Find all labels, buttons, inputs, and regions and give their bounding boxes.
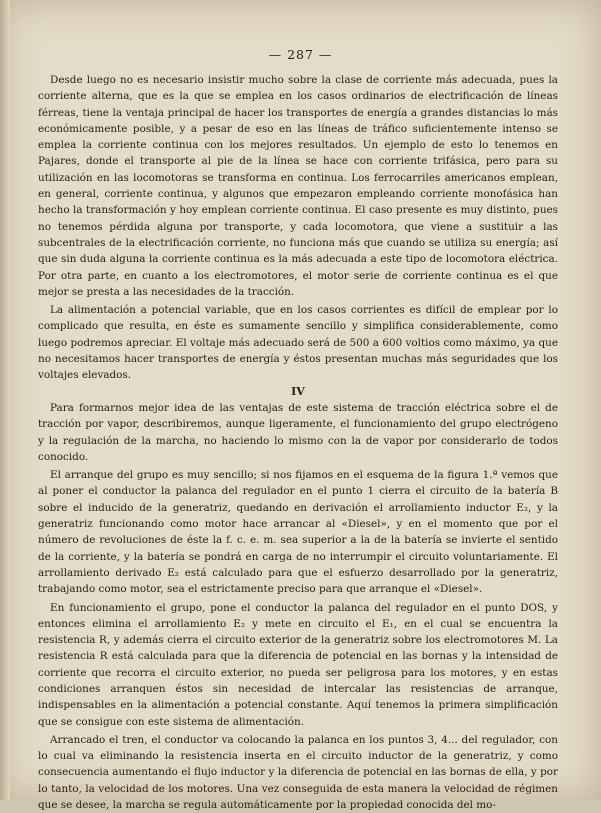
- paragraph: La alimentación a potencial variable, que en los casos corrientes es difícil de emplear por lo complicado que resulta, en éste es sumamente sencillo y simplifica considerablemente, como luego podremos apreciar. El voltaje más adecuado será de 500 a 600 voltios como máximo, ya que no necesitamos hacer transportes de energía y éstos presentan muchas más seguridades que los voltajes elevados.: [38, 304, 558, 382]
- body-text: [38, 72, 558, 813]
- section-heading: IV: [291, 384, 305, 398]
- page-number: — 287 —: [268, 47, 333, 62]
- paragraph: Para formarnos mejor idea de las ventajas de este sistema de tracción eléctrica sobre el de tracción por vapor, describiremos, aunque ligeramente, el funcionamiento del grupo electrógeno y la regulación de la marcha, no haciendo lo mismo con la de vapor por considerarlo de todos conocido.: [38, 401, 558, 463]
- paragraph: Desde luego no es necesario insistir mucho sobre la clase de corriente más adecuada, pues la corriente alterna, que es la que se emplea en los casos ordinarios de electrificación de líneas férreas, tiene la ventaja principal de hacer los transportes de energía a grandes distancias lo más económicamente posible, y a pesar de eso en las líneas de tráfico suficientemente intenso se emplea la corriente continua con los mejores resultados. Un ejemplo de esto lo tenemos en Pajares, donde el transporte al pie de la línea se hace con corriente trifásica, pero para su utilización en las locomotoras se transforma en continua. Los ferrocarriles americanos emplean, en general, corriente continua, y algunos que empezaron empleando corriente monofásica han hecho la transformación y hoy emplean corriente continua. El caso presente es muy distinto, pues no tenemos pérdida alguna por transporte, y cada locomotora, que viene a sustituir a las subcentrales de la electrificación corriente, no funciona más que cuando se utiliza su energía; así que sin duda alguna la corriente continua es la más adecuada a este tipo de locomotora eléctrica. Por otra parte, en cuanto a los electromotores, el motor serie de corriente continua es el que mejor se presta a las necesidades de la tracción.: [38, 74, 558, 298]
- paragraph: En funcionamiento el grupo, pone el conductor la palanca del regulador en el punto DOS, y entonces elimina el arrollamiento E₂ y mete en circuito el E₁, en el cual se encuentra la resistencia R, y además cierra el circuito exterior de la generatriz sobre los electromotores M. La resistencia R está calculada para que la diferencia de potencial en las bornas y la intensidad de corriente que recorra el circuito exterior, no pueda ser peligrosa para los motores, y en estas condiciones arranquen éstos sin necesidad de intercalar las resistencias de arranque, indispensables en la alimentación a potencial constante. Aquí tenemos la primera simplificación que se consigue con este sistema de alimentación.: [38, 601, 558, 728]
- page-edge-shadow: [0, 0, 10, 800]
- paragraph: El arranque del grupo es muy sencillo; si nos fijamos en el esquema de la figura 1.ª vemos que al poner el conductor la palanca del regulador en el punto 1 cierra el circuito de la batería B sobre el inducido de la generatriz, quedando en derivación el arrollamiento inductor E₂, y la generatriz funcionando como motor hace arrancar al «Diesel», y en el momento que por el número de revoluciones de éste la f. c. e. m. sea superior a la de la batería se invierte el sentido de la corriente, y la batería se pondrá en carga de no interrumpir el circuito voluntariamente. El arrollamiento derivado E₂ está calculado para que el esfuerzo desarrollado por la generatriz, trabajando como motor, sea el estrictamente preciso para que arranque el «Diesel».: [38, 469, 558, 596]
- paragraph: Arrancado el tren, el conductor va colocando la palanca en los puntos 3, 4... del regulador, con lo cual va eliminando la resistencia inserta en el circuito inductor de la generatriz, y como consecuencia aumentando el flujo inductor y la diferencia de potencial en las bornas de ella, y por lo tanto, la velocidad de los motores. Una vez conseguida de esta manera la velocidad de régimen que se desee, la marcha se regula automáticamente por la propiedad conocida del mo-: [38, 733, 558, 812]
